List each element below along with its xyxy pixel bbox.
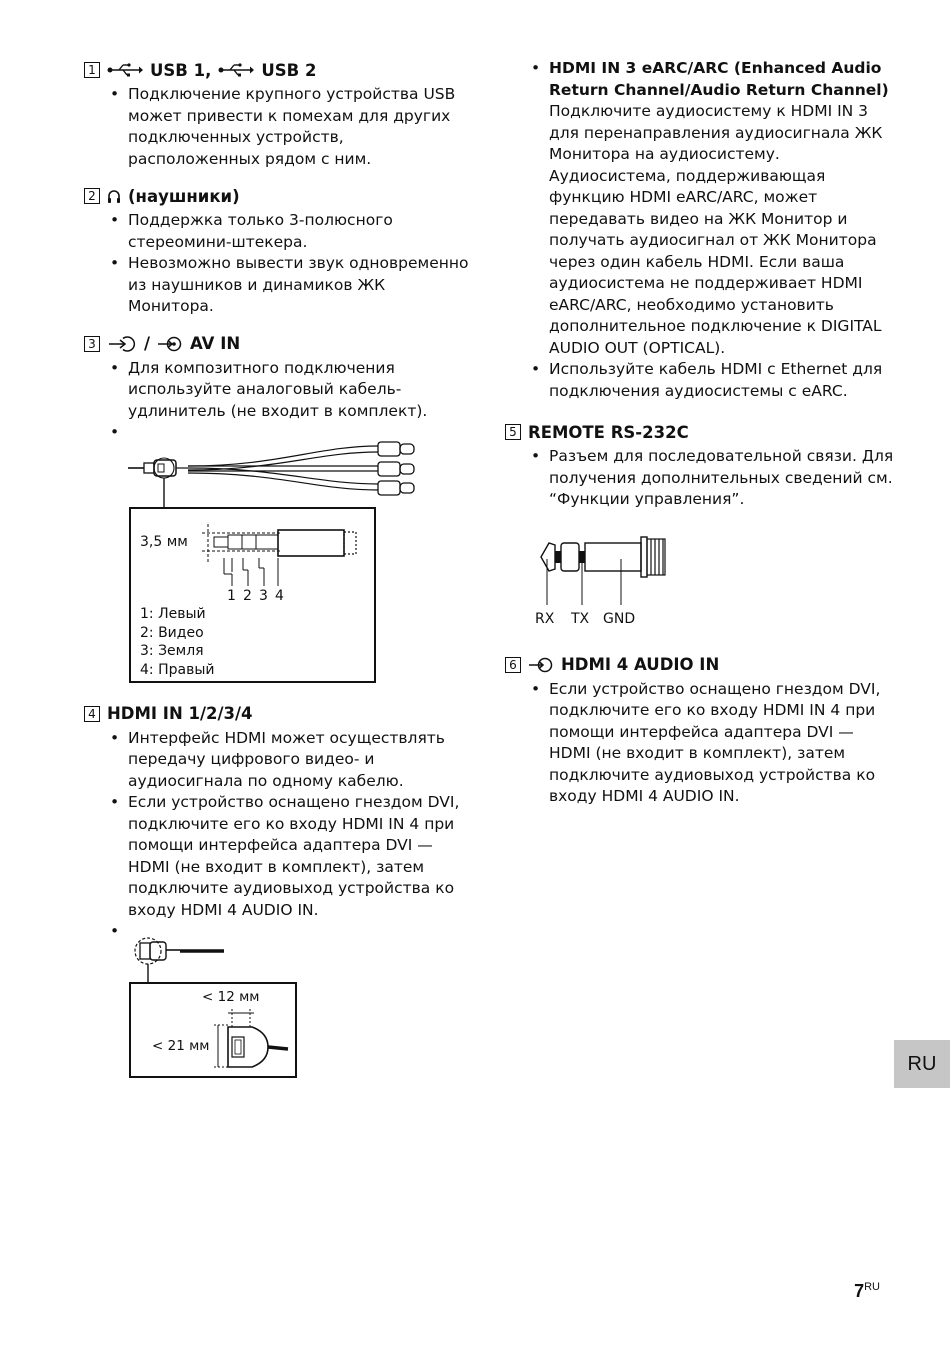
section-title: AV IN: [190, 334, 241, 353]
input-icon: [107, 336, 137, 352]
bullet-list: [84, 210, 469, 318]
section-title: HDMI 4 AUDIO IN: [561, 655, 720, 674]
section-title: REMOTE RS-232C: [528, 422, 689, 442]
bullet-item: • Невозможно вывести звук одновременно из наушников и динамиков ЖК Монитора.: [110, 253, 469, 318]
title-separator: /: [144, 334, 151, 353]
hdmi-plug-figure: [128, 937, 308, 1087]
bullet-list: [84, 728, 469, 943]
section-number: 3: [84, 336, 100, 352]
pin-legend: 2: Видео: [140, 624, 204, 641]
section-heading: [84, 702, 469, 726]
usb-icon: [218, 63, 254, 77]
section-usb: [84, 58, 469, 170]
left-column: [84, 58, 469, 1101]
section-title: HDMI IN 1/2/3/4: [107, 704, 253, 723]
page-number: [854, 1281, 880, 1302]
section-remote: [505, 420, 895, 639]
section-number: 6: [505, 657, 521, 673]
usb-icon: [107, 63, 143, 77]
pin-label: 4: [275, 587, 284, 604]
pin-legend: 3: Земля: [140, 642, 204, 659]
plug-size-label: 3,5 мм: [140, 533, 188, 550]
section-headphones: [84, 184, 469, 318]
section-number: 2: [84, 188, 100, 204]
bullet-title: • HDMI IN 3 eARC/ARC (Enhanced Audio Return Channel/Audio Return Channel): [549, 59, 889, 99]
bullet-item-figure: [110, 921, 469, 943]
bullet-item: • Разъем для последовательной связи. Для получения дополнительных сведений см. “Функции управления”.: [531, 446, 895, 511]
bullet-list: [505, 679, 895, 808]
pin-label: 1: [227, 587, 236, 604]
section-number: 1: [84, 62, 100, 78]
page-number-value: 7: [854, 1281, 865, 1301]
bullet-item: • Интерфейс HDMI может осуществлять передачу цифрового видео- и аудиосигнала по одному кабелю.: [110, 728, 469, 793]
language-tab: RU: [894, 1040, 950, 1088]
section-title: USB 1,: [150, 60, 212, 80]
section-heading: [84, 332, 469, 356]
bullet-list: [505, 446, 895, 511]
section-hdmi-in: [84, 702, 469, 1087]
bullet-item: • Используйте кабель HDMI с Ethernet для подключения аудиосистемы с eARC.: [531, 359, 895, 402]
pin-label: RX: [535, 610, 555, 627]
section-hdmi-earc: [505, 58, 895, 402]
pin-legend: 1: Левый: [140, 605, 206, 622]
rs232c-plug-figure: [535, 529, 715, 639]
bullet-list: [505, 58, 895, 402]
bullet-item: • Подключение крупного устройства USB может привести к помехам для других подключенных устройств, расположенных рядом с ним.: [110, 84, 469, 170]
section-heading: [84, 184, 469, 208]
section-number: 5: [505, 424, 521, 440]
pin-label: 3: [259, 587, 268, 604]
video-input-icon: [157, 336, 183, 352]
input-icon: [528, 657, 554, 673]
width-label: < 12 мм: [202, 988, 260, 1005]
section-number: 4: [84, 706, 100, 722]
bullet-item: • Поддержка только 3-полюсного стереомини-штекера.: [110, 210, 469, 253]
page-number-suffix: RU: [864, 1281, 880, 1293]
section-av-in: [84, 332, 469, 688]
bullet-item: • Для композитного подключения используйте аналоговый кабель-удлинитель (не входит в комплект).: [110, 358, 469, 423]
section-heading: [505, 420, 895, 444]
bullet-item: • Если устройство оснащено гнездом DVI, подключите его ко входу HDMI IN 4 при помощи интерфейса адаптера DVI — HDMI (не входит в комплект), затем подключите аудиовыход устройства ко входу HDMI 4 AUDIO IN.: [110, 792, 469, 921]
bullet-list: [84, 358, 469, 444]
section-heading: [84, 58, 469, 82]
pin-label: TX: [571, 610, 590, 627]
pin-label: GND: [603, 610, 636, 627]
pin-label: 2: [243, 587, 252, 604]
pin-legend: 4: Правый: [140, 661, 215, 678]
section-title-2: USB 2: [261, 60, 317, 80]
section-title: (наушники): [128, 186, 240, 206]
section-heading: [505, 653, 895, 677]
right-column: [505, 58, 895, 822]
bullet-body: Подключите аудиосистему к HDMI IN 3 для перенаправления аудиосигнала ЖК Монитора на аудиосистему. Аудиосистема, поддерживающая функцию HDMI eARC/ARC, может передавать видео на ЖК Монитор и получать аудиосигнал от ЖК Монитора через один кабель HDMI. Если ваша аудиосистема не поддерживает HDMI eARC/ARC, необходимо установить дополнительное подключение к DIGITAL AUDIO OUT (OPTICAL).: [549, 102, 883, 357]
av-cable-figure: [128, 438, 428, 688]
bullet-list: [84, 84, 469, 170]
bullet-item: [531, 58, 895, 359]
bullet-item: • Если устройство оснащено гнездом DVI, подключите его ко входу HDMI IN 4 при помощи интерфейса адаптера DVI — HDMI (не входит в комплект), затем подключите аудиовыход устройства ко входу HDMI 4 AUDIO IN.: [531, 679, 895, 808]
headphones-icon: [107, 189, 121, 204]
height-label: < 21 мм: [152, 1037, 210, 1054]
section-hdmi-audio-in: [505, 653, 895, 808]
bullet-item-figure: [110, 422, 469, 444]
